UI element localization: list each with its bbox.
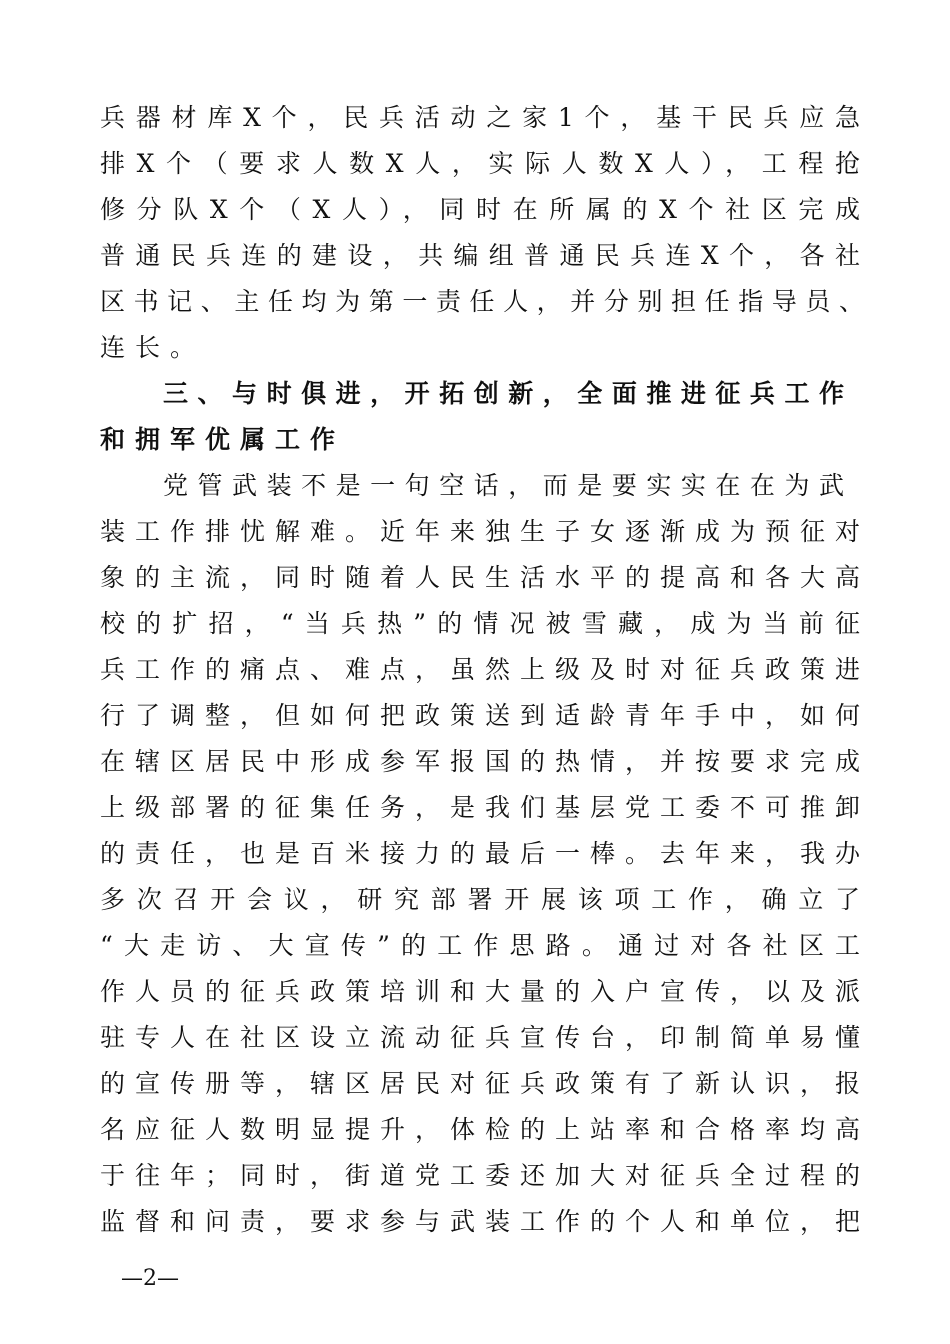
paragraph-line-10: 多次召开会议，研究部署开展该项工作，确立了: [100, 885, 860, 914]
paragraph-line-12: 作人员的征兵政策培训和大量的入户宣传，以及派: [100, 977, 860, 1006]
paragraph-line-8: 上级部署的征集任务，是我们基层党工委不可推卸: [100, 793, 860, 822]
section-heading-line-1: 三、与时俱进，开拓创新，全面推进征兵工作: [163, 379, 844, 408]
paragraph-line-3: 象的主流，同时随着人民生活水平的提高和各大高: [100, 563, 860, 592]
body-line-1: 兵器材库X个，民兵活动之家1个，基干民兵应急: [100, 103, 860, 132]
paragraph-line-6: 行了调整，但如何把政策送到适龄青年手中，如何: [100, 701, 860, 730]
body-line-6: 连长。: [100, 333, 206, 362]
paragraph-line-14: 的宣传册等，辖区居民对征兵政策有了新认识，报: [100, 1069, 860, 1098]
section-heading-line-2: 和拥军优属工作: [100, 425, 346, 454]
body-line-5: 区书记、主任均为第一责任人，并分别担任指导员、: [100, 287, 864, 316]
paragraph-line-13: 驻专人在社区设立流动征兵宣传台，印制简单易懂: [100, 1023, 860, 1052]
paragraph-line-7: 在辖区居民中形成参军报国的热情，并按要求完成: [100, 747, 860, 776]
body-line-2: 排X个（要求人数X人，实际人数X人），工程抢: [100, 149, 860, 178]
paragraph-line-11: “大走访、大宣传”的工作思路。通过对各社区工: [100, 931, 860, 960]
paragraph-line-16: 于往年；同时，街道党工委还加大对征兵全过程的: [100, 1161, 860, 1190]
paragraph-line-15: 名应征人数明显提升，体检的上站率和合格率均高: [100, 1115, 860, 1144]
page-number: —2—: [121, 1266, 179, 1291]
paragraph-line-9: 的责任，也是百米接力的最后一棒。去年来，我办: [100, 839, 860, 868]
body-line-3: 修分队X个（X人），同时在所属的X个社区完成: [100, 195, 860, 224]
paragraph-line-5: 兵工作的痛点、难点，虽然上级及时对征兵政策进: [100, 655, 860, 684]
paragraph-line-17: 监督和问责，要求参与武装工作的个人和单位，把: [100, 1207, 860, 1236]
paragraph-line-2: 装工作排忧解难。近年来独生子女逐渐成为预征对: [100, 517, 860, 546]
body-line-4: 普通民兵连的建设，共编组普通民兵连X个，各社: [100, 241, 860, 270]
paragraph-line-1: 党管武装不是一句空话，而是要实实在在为武: [163, 471, 844, 500]
paragraph-line-4: 校的扩招，“当兵热”的情况被雪藏，成为当前征: [100, 609, 860, 638]
